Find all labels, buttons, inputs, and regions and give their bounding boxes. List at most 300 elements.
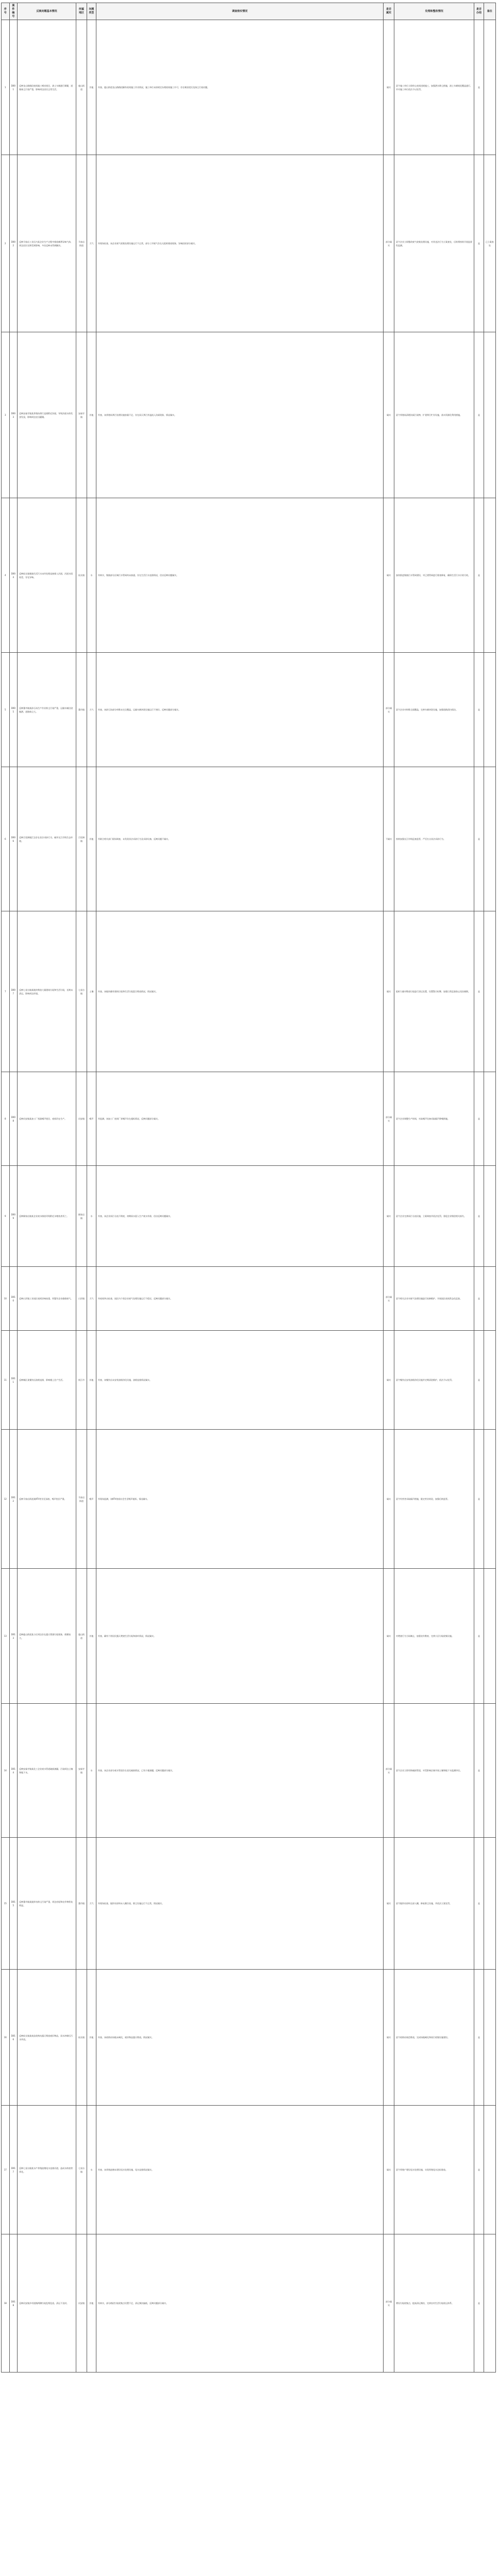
cell-done [474,1331,484,1430]
cell-verified [384,2234,394,2372]
cell-done-text: 是 [478,1379,480,1381]
cell-type-text: 大气 [89,242,94,245]
cell-district [76,332,87,498]
cell-type [87,1072,96,1166]
cell-remark [484,1569,495,1704]
cell-type [87,498,96,653]
header-summary: 反映问题基本情况 [18,3,76,20]
header-done: 是否办结 [474,3,484,20]
header-detail: 调查核实情况 [96,3,384,20]
cell-district [76,1704,87,1838]
cell-done [474,2234,484,2372]
cell-type-text: 大气 [89,1297,94,1300]
cell-id [9,653,18,767]
cell-type-text: 大气 [89,708,94,711]
header-no: 序号 [2,3,10,20]
cell-detail [96,1704,384,1838]
cell-action [394,498,474,653]
cell-remark [484,1267,495,1331]
cell-id [9,1970,18,2106]
cell-verified [384,498,394,653]
cell-detail-text: 经查，该收购站场地未硬化，废旧物品露天堆放，情况属实。 [98,2036,154,2039]
cell-no [2,1430,10,1569]
cell-type [87,2234,96,2372]
cell-action [394,332,474,498]
cell-type [87,1267,96,1331]
cell-done [474,1838,484,1970]
cell-done-text: 是 [478,990,480,993]
cell-district-text: 鹿山街道 [78,84,85,91]
cell-done [474,20,484,155]
cell-no [2,653,10,767]
cell-summary [18,2106,76,2234]
cell-detail-text: 经现场检查，搅拌站原料未入棚存放，除尘设施运行不正常，情况属实。 [98,1902,164,1905]
cell-type-text: 水 [90,1769,93,1772]
cell-verified-text: 部分属实 [386,2300,392,2307]
cell-district-text: 鹿山街道 [78,1633,85,1639]
complaint-table [1,3,496,2372]
cell-detail [96,1267,384,1331]
cell-action [394,653,474,767]
cell-summary-text: 反映百里洲镇江边存在非法采砂行为，破坏长江岸线生态环境。 [19,836,73,842]
cell-no-text: 13 [4,1635,7,1637]
cell-id [9,1267,18,1331]
cell-summary [18,1704,76,1838]
cell-verified-text: 属实 [387,990,391,993]
cell-verified-text: 属实 [387,1635,391,1637]
cell-no-text: 11 [4,1379,7,1381]
cell-district [76,1970,87,2106]
cell-type-text: 水 [90,1215,93,1217]
cell-type-text: 水 [90,2168,93,2171]
cell-summary-text: 反映董市镇某砂石场生产作业粉尘污染严重，运输车辆沿途抛洒，道路扬尘大。 [19,706,73,713]
cell-type-text: 水 [90,574,93,577]
cell-district [76,767,87,911]
cell-district [76,1838,87,1970]
cell-no-text: 10 [4,1297,7,1300]
cell-id-text: D007 [11,988,15,995]
cell-remark [484,1072,495,1166]
cell-detail-text: 经联合相关部门现场调查，未发现非法采砂行为及采砂设备，反映问题不属实。 [98,838,170,840]
cell-detail-text: 经夜间突击检查，园区内个别企业废气处理设施运行不稳定，反映问题部分属实。 [98,1297,172,1300]
cell-detail-text: 经监测，该加工厂夜间厂界噪声存在超标情况，反映问题部分属实。 [98,1117,160,1120]
cell-remark [484,1838,495,1970]
cell-action [394,155,474,332]
table-row [2,1569,496,1704]
cell-detail-text: 经查，该养殖池塘未建设尾水处理设施，尾水直排情况属实。 [98,2168,154,2171]
table-body [2,20,496,2372]
cell-type-text: 其他 [89,1635,94,1637]
cell-done-text: 是 [478,2168,480,2171]
cell-remark [484,332,495,498]
table-row [2,1970,496,2106]
cell-verified-text: 属实 [387,574,391,577]
cell-id-text: D013 [11,1633,15,1639]
cell-type [87,1704,96,1838]
table-row [2,2106,496,2234]
cell-verified-text: 属实 [387,1902,391,1905]
cell-verified [384,767,394,911]
cell-remark [484,155,495,332]
cell-detail-text: 经核实，部分路段垃圾收集点设置不足，清运频次偏低，反映问题部分属实。 [98,2302,168,2304]
cell-id [9,2234,18,2372]
cell-verified-text: 不属实 [386,838,392,840]
cell-summary-text: 反映顾家店镇某企业废水排放导致附近水塘鱼类死亡。 [19,1215,69,1217]
cell-id [9,1569,18,1704]
cell-id [9,498,18,653]
cell-type [87,1569,96,1704]
header-remark: 备注 [484,3,495,20]
cell-verified [384,1704,394,1838]
cell-detail [96,653,384,767]
table-row [2,1072,496,1166]
cell-detail [96,498,384,653]
cell-no [2,1331,10,1430]
cell-type-text: 其他 [89,414,94,416]
cell-done [474,1704,484,1838]
table-row [2,1331,496,1430]
cell-no [2,498,10,653]
cell-id [9,1166,18,1267]
cell-district-text: 马家店街道 [78,1496,85,1502]
cell-action-text: 责令餐饮店安装油烟净化设施并定期清洗维护，依法予以处罚。 [395,1379,454,1381]
cell-verified [384,1331,394,1430]
cell-no-text: 9 [5,1215,6,1217]
table-row [2,911,496,1072]
cell-done-text: 是 [478,1769,480,1772]
cell-action-text: 责令施工单位立即停止夜间违规施工，加强洒水降尘措施，渣土车辆规范覆盖通行，并对施工单位依法予以处罚。 [395,84,472,91]
cell-id [9,155,18,332]
cell-remark [484,1430,495,1569]
cell-done-text: 是 [478,574,480,577]
cell-action [394,1166,474,1267]
cell-district-text: 仙女镇 [78,574,85,577]
cell-verified-text: 部分属实 [386,1295,392,1302]
table-row [2,2234,496,2372]
cell-summary [18,1267,76,1331]
cell-done [474,2106,484,2234]
cell-type [87,1166,96,1267]
cell-detail-text: 经查，该企业雨污分流不彻底，初期雨水混入生产废水外排，信访反映问题属实。 [98,1215,172,1217]
cell-verified [384,155,394,332]
cell-detail [96,155,384,332]
table-row [2,498,496,653]
cell-action [394,1430,474,1569]
cell-id [9,911,18,1072]
cell-done [474,1072,484,1166]
cell-done-text: 是 [478,1297,480,1300]
cell-no [2,2106,10,2234]
cell-action-text: 持续加强长江岸线巡查监管，严厉打击非法采砂行为。 [395,838,445,840]
cell-type-text: 大气 [89,1902,94,1905]
cell-district-text: 枝江市 [78,1379,85,1381]
cell-id-text: D008 [11,1115,15,1122]
cell-no-text: 4 [5,574,6,577]
cell-remark [484,2106,495,2234]
cell-remark [484,911,495,1072]
cell-summary [18,20,76,155]
cell-district-text: 问安镇 [78,2302,85,2304]
cell-district [76,1569,87,1704]
cell-remark [484,653,495,767]
cell-verified-text: 部分属实 [386,1115,392,1122]
table-row [2,20,496,155]
cell-summary [18,911,76,1072]
cell-type-text: 噪声 [89,1498,94,1500]
cell-done [474,1166,484,1267]
cell-action [394,1331,474,1430]
cell-done-text: 是 [478,1215,480,1217]
cell-action-text: 责令企业完善雨污分流设施，立案调查并依法处罚，督促企业赔偿相关损失。 [395,1215,466,1217]
cell-type-text: 其他 [89,86,94,89]
cell-summary-text: 反映仙女镇某废品收购站露天堆放废旧物品，雨水冲刷后污水外流。 [19,2034,73,2041]
cell-action-text: 责令企业调整生产时间，对高噪声设备采取隔声降噪措施。 [395,1117,450,1120]
cell-detail [96,1072,384,1166]
cell-done-text: 是 [478,414,480,416]
cell-no-text: 15 [4,1902,7,1905]
cell-no-text: 1 [5,86,6,89]
cell-detail-text: 经查，该养殖场粪污处理设施容量不足，存在雨天粪污外溢流入沟渠现象，情况属实。 [98,414,176,416]
cell-action-text: 责令企业立即更换破损管道，对受影响区域开展土壤和地下水监测评估。 [395,1769,462,1772]
cell-district [76,20,87,155]
cell-action [394,1072,474,1166]
cell-type [87,2106,96,2234]
cell-action [394,2234,474,2372]
cell-id [9,1704,18,1838]
cell-action-text: 责令相关企业对废气处理设施进行检修维护，开展园区夜间常态化巡查。 [395,1297,462,1300]
cell-no [2,1838,10,1970]
cell-remark [484,1166,495,1267]
cell-verified [384,1166,394,1267]
cell-action-text: 责令企业立即整改废气收集处理设施，对其违法行为立案查处，后续将持续开展监督性监测。 [395,240,472,247]
cell-summary [18,1430,76,1569]
cell-action [394,767,474,911]
cell-no [2,332,10,498]
cell-summary [18,1166,76,1267]
cell-type [87,20,96,155]
cell-district-text: 安福寺镇 [78,1767,85,1774]
cell-no [2,767,10,911]
cell-no [2,1267,10,1331]
cell-verified-text: 属实 [387,2036,391,2039]
cell-action [394,911,474,1072]
cell-id-text: D001 [11,84,15,91]
cell-district [76,1430,87,1569]
cell-detail [96,1970,384,2106]
table-row [2,1267,496,1331]
cell-detail [96,1838,384,1970]
cell-verified-text: 属实 [387,414,391,416]
table-row [2,155,496,332]
cell-remark [484,20,495,155]
cell-type-text: 其他 [89,1379,94,1381]
cell-summary [18,767,76,911]
cell-action-text: 组织力量对堆放垃圾进行清运处置，设置警示标牌，加强日常巡查防止再次倾倒。 [395,990,470,993]
cell-detail-text: 经查，确有个别居民露天焚烧生活垃圾和落叶情况，情况属实。 [98,1635,156,1637]
cell-no-text: 8 [5,1117,6,1120]
cell-verified [384,1970,394,2106]
cell-no [2,911,10,1072]
cell-action-text: 责令企业对料堆全面覆盖，完善车辆冲洗设施，加强道路清扫保洁。 [395,708,458,711]
cell-district-text: 马家店街道 [78,240,85,247]
cell-summary-text: 反映安福寺镇某养殖场粪污直排附近沟渠，导致沟渠水体发黑发臭，影响周边农田灌溉。 [19,412,73,418]
cell-id-text: D009 [11,1213,15,1219]
cell-verified-text: 属实 [387,1498,391,1500]
cell-id-text: D004 [11,572,15,579]
cell-detail [96,2106,384,2234]
cell-action-text: 责令收购站规范堆放，完成场地硬化和雨污收集设施建设。 [395,2036,450,2039]
cell-done [474,155,484,332]
cell-done [474,1430,484,1569]
cell-remark-text: 已立案查处 [485,240,494,247]
cell-summary-text: 反映仙女镇集镇生活污水未经处理直接排入河道，河道水质较差，存在异味。 [19,572,73,579]
cell-action [394,20,474,155]
cell-no-text: 14 [4,1769,7,1772]
cell-district [76,155,87,332]
cell-id [9,2106,18,2234]
cell-district [76,653,87,767]
cell-done [474,1569,484,1704]
cell-summary-text: 反映龙山路路段夜间施工噪音扰民，渣土车辆通行频繁，道路扬尘污染严重，影响周边居民正常生活。 [19,84,73,91]
cell-detail [96,911,384,1072]
cell-verified [384,332,394,498]
cell-id-text: D006 [11,836,15,842]
cell-detail [96,767,384,911]
cell-type [87,1430,96,1569]
cell-district-text: 百里洲镇 [78,836,85,842]
cell-done-text: 是 [478,708,480,711]
cell-id-text: D015 [11,1900,15,1907]
cell-verified [384,911,394,1072]
table-row [2,332,496,498]
cell-summary-text: 反映城区某餐饮店油烟直排，影响楼上住户生活。 [19,1379,65,1381]
cell-type [87,332,96,498]
cell-district-text: 七星台镇 [78,988,85,995]
cell-district-text: 董市镇 [78,1902,85,1905]
cell-district [76,2106,87,2234]
cell-verified-text: 部分属实 [386,240,392,247]
cell-id [9,1072,18,1166]
cell-action-text: 责令搅拌站原料全部入棚，修复除尘设施，并依法立案处罚。 [395,1902,452,1905]
cell-verified-text: 属实 [387,1215,391,1217]
cell-remark [484,767,495,911]
cell-type [87,911,96,1072]
cell-district-text: 安福寺镇 [78,412,85,418]
cell-type-text: 噪声 [89,1117,94,1120]
cell-verified [384,20,394,155]
cell-id-text: D017 [11,2166,15,2173]
cell-done [474,1970,484,2106]
cell-no [2,20,10,155]
cell-summary-text: 反映安福寺镇某化工企业废水管道破损渗漏，污染周边土壤和地下水。 [19,1767,73,1774]
cell-summary-text: 反映白洋镇工业园区夜间异味较重，怀疑有企业偷排废气。 [19,1297,73,1300]
cell-summary [18,155,76,332]
cell-district-text: 白洋镇 [78,1297,85,1300]
cell-action [394,1838,474,1970]
cell-district-text: 顾家店镇 [78,1213,85,1219]
cell-district [76,1166,87,1267]
cell-no [2,2234,10,2372]
cell-detail-text: 经核实，集镇部分区域污水管网尚未接通，存在生活污水直排情况，信访反映问题属实。 [98,574,178,577]
cell-id-text: D012 [11,1496,15,1502]
cell-summary [18,653,76,767]
cell-summary [18,2234,76,2372]
cell-done [474,332,484,498]
cell-verified [384,1838,394,1970]
cell-no-text: 12 [4,1498,7,1500]
cell-no [2,1569,10,1704]
cell-verified-text: 属实 [387,1379,391,1381]
cell-detail [96,1569,384,1704]
cell-action [394,1704,474,1838]
cell-done [474,498,484,653]
cell-action-text: 增设垃圾收集点，提高清运频次，完善农村生活垃圾收运体系。 [395,2302,454,2304]
cell-type [87,1970,96,2106]
cell-summary-text: 反映马家店工业区内某企业生产过程中排放刺鼻异味气体，周边居民长期受到影响，多次反映未得到解决。 [19,240,73,247]
cell-verified-text: 部分属实 [386,706,392,713]
cell-type-text: 其他 [89,2036,94,2039]
cell-id-text: D018 [11,2300,15,2307]
cell-detail [96,1331,384,1430]
cell-summary [18,1331,76,1430]
cell-action-text: 对焚烧行为当场制止，加强宣传教育，完善小区垃圾收集设施。 [395,1635,454,1637]
cell-done [474,911,484,1072]
cell-verified [384,1569,394,1704]
cell-verified [384,2106,394,2234]
header-type: 问题类型 [87,3,96,20]
cell-no [2,1072,10,1166]
table-row [2,1704,496,1838]
cell-action [394,1970,474,2106]
cell-done-text: 是 [478,838,480,840]
cell-action-text: 责令养殖场清理沟渠污染物，扩建粪污贮存设施，落实资源化利用措施。 [395,414,462,416]
cell-id-text: D014 [11,1767,15,1774]
cell-done-text: 是 [478,86,480,89]
cell-detail [96,1430,384,1569]
table-row [2,1430,496,1569]
cell-verified-text: 属实 [387,2168,391,2171]
cell-verified [384,1267,394,1331]
cell-type-text: 其他 [89,2302,94,2304]
table-row [2,1166,496,1267]
cell-id-text: D005 [11,706,15,713]
cell-action-text: 责令经营者采取隔声措施，限定营业时段，加强后续监管。 [395,1498,450,1500]
cell-detail [96,20,384,155]
cell-detail [96,332,384,498]
cell-id [9,1838,18,1970]
cell-remark [484,1970,495,2106]
table-header-row [2,3,496,20]
cell-summary [18,1838,76,1970]
cell-district [76,911,87,1072]
cell-no [2,155,10,332]
cell-done-text: 是 [478,1117,480,1120]
cell-id [9,20,18,155]
cell-summary-text: 反映问安镇乡村道路两侧垃圾乱堆乱放，清运不及时。 [19,2302,69,2304]
cell-no-text: 7 [5,990,6,993]
cell-action-text: 加快推进集镇污水管网建设，对已建管网进行排查修复，确保生活污水应收尽收。 [395,574,470,577]
cell-remark [484,1331,495,1430]
cell-id-text: D010 [11,1295,15,1302]
cell-done [474,1267,484,1331]
cell-id [9,1430,18,1569]
cell-remark [484,1704,495,1838]
cell-summary [18,498,76,653]
cell-id-text: D011 [11,1377,15,1383]
cell-no-text: 5 [5,708,6,711]
cell-summary-text: 反映问安镇某加工厂机器噪声扰民，夜间仍在生产。 [19,1117,67,1120]
cell-verified [384,653,394,767]
